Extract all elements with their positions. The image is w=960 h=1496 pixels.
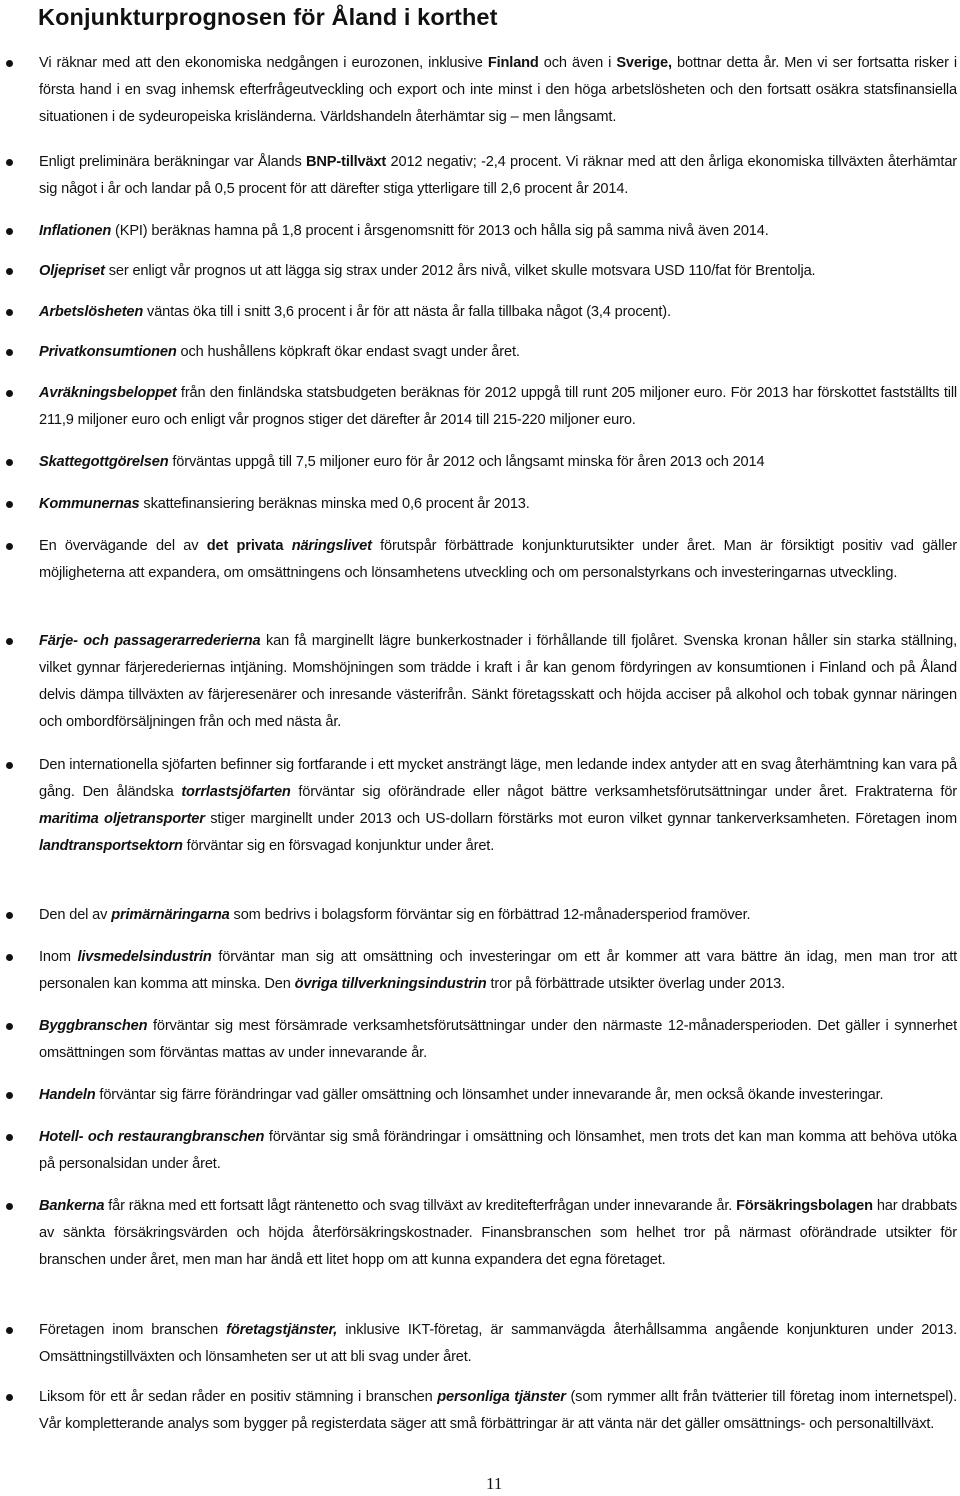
bullet-dot-icon (6, 501, 13, 508)
emphasized-term: Skattegottgörelsen (39, 454, 169, 470)
emphasized-term: Sverige, (616, 55, 672, 71)
emphasized-term: landtransportsektorn (39, 838, 183, 854)
bullet-dot-icon (6, 228, 13, 235)
emphasized-term: torrlastsjöfarten (181, 784, 291, 800)
bullet-dot-icon (6, 762, 13, 769)
emphasized-term: Hotell- och restaurangbranschen (39, 1129, 265, 1145)
bullet-item (39, 258, 957, 285)
bullet-dot-icon (6, 954, 13, 961)
emphasized-term: primärnäringarna (111, 907, 230, 923)
bullet-item (39, 1193, 957, 1274)
bullet-text: väntas öka till i snitt 3,6 procent i år för att nästa år falla tillbaka något (3,4 procent). (143, 304, 671, 320)
emphasized-term: Färje- och passagerarrederierna (39, 633, 261, 649)
bullet-text: förväntar sig små förändringar i omsättning och lönsamhet, men trots det kan man komma att behöva utöka på personalsidan under året. (39, 1129, 957, 1172)
bullet-text: från den finländska statsbudgeten beräknas för 2012 uppgå till runt 205 miljoner euro. För 2013 har förskottet fastställts till 211,9 miljoner euro och enligt vår prognos stiger det därefter år 2014 till 215-220 miljoner euro. (39, 385, 957, 428)
bullet-item (39, 299, 957, 326)
bullet-dot-icon (6, 390, 13, 397)
bullet-item (39, 902, 957, 929)
bullet-dot-icon (6, 60, 13, 67)
bullet-text: Den internationella sjöfarten befinner sig fortfarande i ett mycket ansträngt läge, men ledande index antyder att en svag återhämtning kan vara på gång. Den åländska (39, 757, 957, 800)
bullet-item (39, 1013, 957, 1067)
emphasized-term: Avräkningsbeloppet (39, 385, 177, 401)
emphasized-term: det privata (206, 538, 292, 554)
bullet-dot-icon (6, 459, 13, 466)
page-number: 11 (486, 1474, 503, 1493)
bullet-item (39, 218, 957, 245)
bullet-item (39, 1124, 957, 1178)
bullet-text: och hushållens köpkraft ökar endast svagt under året. (176, 344, 520, 360)
bullet-text: Liksom för ett år sedan råder en positiv stämning i branschen (39, 1389, 438, 1405)
bullet-item (39, 380, 957, 434)
bullet-dot-icon (6, 1327, 13, 1334)
bullet-text: (KPI) beräknas hamna på 1,8 procent i årsgenomsnitt för 2013 och hålla sig på samma nivå även 2014. (111, 223, 769, 239)
bullet-text: skattefinansiering beräknas minska med 0,6 procent år 2013. (139, 496, 530, 512)
bullet-text: förväntar man sig att omsättning och investeringar om ett år kommer att vara bättre än idag, men man tror att personalen kan komma att minska. Den (39, 949, 958, 992)
bullet-text: förväntar sig mest försämrade verksamhetsförutsättningar under den närmaste 12-månadersperioden. Det gäller i synnerhet omsättningen som förväntas mattas av under innevarande år. (39, 1018, 957, 1061)
bullet-dot-icon (6, 1394, 13, 1401)
bullet-text: förutspår förbättrade konjunkturutsikter under året. Man är försiktigt positiv vad gäller möjligheterna att expandera, om omsättningens och lönsamhetens utveckling och om personalstyrkans och investeringarnas utveckling. (39, 538, 957, 581)
bullet-text: Vi räknar med att den ekonomiska nedgången i eurozonen, inklusive (39, 55, 488, 71)
emphasized-term: Försäkringsbolagen (736, 1198, 873, 1214)
emphasized-term: BNP-tillväxt (306, 154, 387, 170)
bullet-text: Inom (39, 949, 78, 965)
bullet-text: förväntar sig en försvagad konjunktur under året. (182, 838, 495, 854)
emphasized-term: Inflationen (39, 223, 112, 239)
bullet-item (39, 50, 957, 131)
emphasized-term: Oljepriset (39, 263, 105, 279)
bullet-item (39, 1317, 957, 1371)
bullet-item (39, 1384, 957, 1438)
bullet-item (39, 449, 957, 476)
bullet-text: 2012 negativ; -2,4 procent. Vi räknar med att den årliga ekonomiska tillväxten återhämtar sig något i år och landar på 0,5 procent för att därefter stiga ytterligare till 2,6 procent år 2014. (39, 154, 957, 197)
bullet-item (39, 149, 957, 203)
emphasized-term: övriga tillverkningsindustrin (294, 976, 487, 992)
bullet-dot-icon (6, 543, 13, 550)
bullet-text: har drabbats av sänkta försäkringsvärden och höjda återförsäkringskostnader. Finansbranschen som helhet tror på närmast oförändrade utsikter för branschen under året, men man har ändå ett litet hopp om att kunna expandera det egna företaget. (39, 1198, 957, 1268)
emphasized-term: företagstjänster, (226, 1322, 338, 1338)
bullet-item (39, 533, 957, 587)
emphasized-term: Handeln (39, 1087, 96, 1103)
bullet-text: får räkna med ett fortsatt lågt räntenetto och svag tillväxt av kreditefterfrågan under innevarande år. (104, 1198, 737, 1214)
bullet-dot-icon (6, 309, 13, 316)
bullet-text: Företagen inom branschen (39, 1322, 227, 1338)
bullet-text: Enligt preliminära beräkningar var Ålands (39, 154, 307, 170)
emphasized-term: näringslivet (291, 538, 372, 554)
bullet-text: inklusive IKT-företag, är sammanvägda återhållsamma angående konjunkturen under 2013. Omsättningstillväxten och lönsamheten ser ut att bli svag under året. (39, 1322, 957, 1365)
bullet-text: bottnar detta år. Men vi ser fortsatta risker i första hand i en svag inhemsk efterfrågeutveckling och export och inte minst i den höga arbetslösheten och den fortsatt osäkra statsfinansiella situationen i de sydeuropeiska krisländerna. Världshandeln återhämtar sig – men långsamt. (39, 55, 957, 125)
bullet-dot-icon (6, 159, 13, 166)
bullet-item (39, 491, 957, 518)
bullet-dot-icon (6, 1203, 13, 1210)
emphasized-term: Kommunernas (39, 496, 140, 512)
bullet-text: En övervägande del av (39, 538, 207, 554)
bullet-dot-icon (6, 1134, 13, 1141)
bullet-dot-icon (6, 638, 13, 645)
emphasized-term: maritima oljetransporter (39, 811, 205, 827)
page-title: Konjunkturprognosen för Åland i korthet (38, 4, 498, 30)
bullet-text: Den del av (39, 907, 112, 923)
bullet-dot-icon (6, 912, 13, 919)
emphasized-term: Arbetslösheten (39, 304, 144, 320)
bullet-dot-icon (6, 349, 13, 356)
bullet-item (39, 628, 957, 736)
bullet-text: stiger marginellt under 2013 och US-dollarn förstärks mot euron vilket gynnar tankerverksamheten. Företagen inom (204, 811, 957, 827)
bullet-item (39, 752, 957, 860)
bullet-text: ser enligt vår prognos ut att lägga sig strax under 2012 års nivå, vilket skulle motsvara USD 110/fat för Brentolja. (104, 263, 816, 279)
emphasized-term: personliga tjänster (437, 1389, 566, 1405)
bullet-text: kan få marginellt lägre bunkerkostnader i förhållande till fjolåret. Svenska kronan håller sin starka ställning, vilket gynnar färjerederiernas intjäning. Momshöjningen som trädde i kraft i år kan genom fördyringen av konsumtionen i Finland och på Åland delvis dämpa tillväxten av färjeresenärer och inresande västerifrån. Sänkt företagsskatt och höjda acciser på alkohol och tobak gynnar näringen och ombordförsäljningen från och med nästa år. (39, 633, 958, 730)
emphasized-term: Finland (487, 55, 539, 71)
bullet-item (39, 339, 957, 366)
bullet-item (39, 944, 957, 998)
emphasized-term: Privatkonsumtionen (39, 344, 177, 360)
bullet-text: förväntas uppgå till 7,5 miljoner euro för år 2012 och långsamt minska för åren 2013 och 2014 (168, 454, 765, 470)
bullet-dot-icon (6, 268, 13, 275)
bullet-text: förväntar sig oförändrade eller något bättre verksamhetsförutsättningar under året. Fraktraterna för (290, 784, 957, 800)
emphasized-term: livsmedelsindustrin (77, 949, 212, 965)
bullet-text: tror på förbättrade utsikter överlag under 2013. (486, 976, 786, 992)
bullet-text: som bedrivs i bolagsform förväntar sig en förbättrad 12-månadersperiod framöver. (229, 907, 751, 923)
bullet-text: (som rymmer allt från tvätterier till företag inom internetspel). Vår kompletterande analys som bygger på registerdata säger att små förbättringar är att vänta när det gäller omsättnings- och personaltillväxt. (39, 1389, 957, 1432)
bullet-dot-icon (6, 1023, 13, 1030)
bullet-item (39, 1082, 957, 1109)
emphasized-term: Bankerna (39, 1198, 105, 1214)
emphasized-term: Byggbranschen (39, 1018, 148, 1034)
bullet-dot-icon (6, 1092, 13, 1099)
bullet-text: förväntar sig färre förändringar vad gäller omsättning och lönsamhet under innevarande år, men också ökande investeringar. (95, 1087, 884, 1103)
bullet-text: och även i (538, 55, 617, 71)
